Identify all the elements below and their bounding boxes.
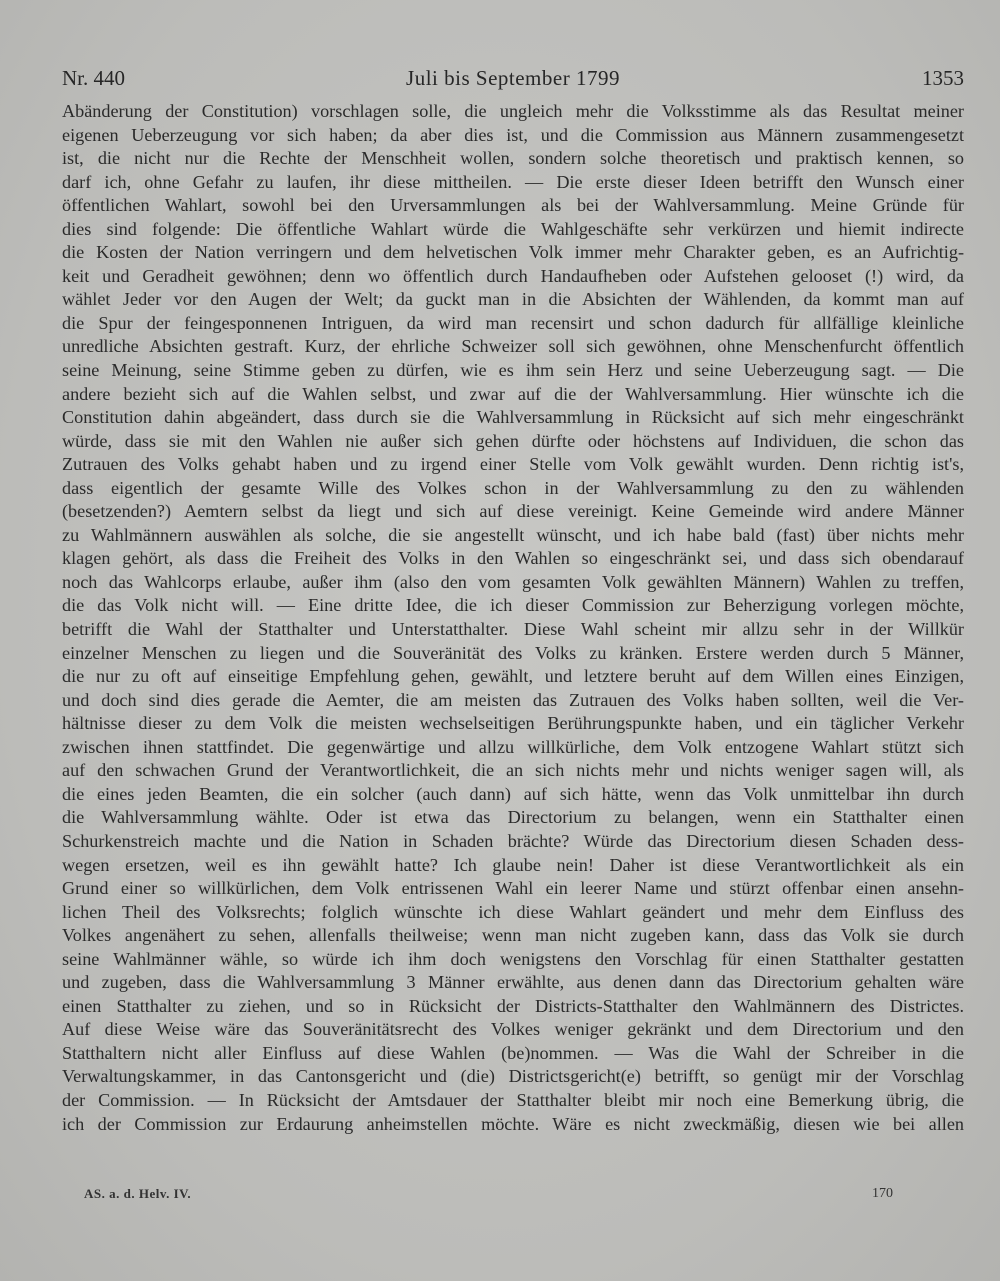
text-line: Constitution dahin abgeändert, dass durch sie die Wahlversammlung in Rücksicht auf sich mehr eingeschränkt bbox=[62, 407, 964, 428]
text-line: Statthaltern nicht aller Einfluss auf diese Wahlen (be)nommen. — Was die Wahl der Schreiber in die bbox=[62, 1042, 964, 1063]
text-line: unredliche Absichten gestraft. Kurz, der ehrliche Schweizer soll sich gewöhnen, ohne Menschenfurcht öffentlich bbox=[62, 336, 964, 357]
text-line: ist, die nicht nur die Rechte der Menschheit wollen, sondern solche theoretisch und praktisch kennen, so bbox=[62, 148, 964, 169]
text-line: zwischen ihnen stattfindet. Die gegenwärtige und allzu willkürliche, dem Volk entzogene Wahlart stützt sich bbox=[62, 736, 964, 757]
text-line: öffentlichen Wahlart, sowohl bei den Urversammlungen als bei der Wahlversammlung. Meine Gründe für bbox=[62, 195, 964, 216]
body-text bbox=[62, 100, 964, 1136]
text-line: die das Volk nicht will. — Eine dritte Idee, die ich dieser Commission zur Beherzigung vorlegen möchte, bbox=[62, 595, 964, 616]
text-line: Schurkenstreich machte und die Nation in Schaden brächte? Würde das Directorium diesen Schaden dess- bbox=[62, 830, 964, 851]
text-line: dies sind folgende: Die öffentliche Wahlart würde die Wahlgeschäfte sehr verkürzen und hiemit indirecte bbox=[62, 218, 964, 239]
text-line: (besetzenden?) Aemtern selbst da liegt und sich auf diese vereinigt. Keine Gemeinde wird andere Männer bbox=[62, 501, 964, 522]
sheet-number: 170 bbox=[872, 1186, 893, 1201]
text-line: die Wahlversammlung wählte. Oder ist etwa das Directorium zu belangen, wenn ein Statthalter einen bbox=[62, 807, 964, 828]
text-line: wegen ersetzen, weil es ihn gewählt hatte? Ich glaube nein! Daher ist diese Verantwortlichkeit als ein bbox=[62, 854, 964, 875]
header-title: Juli bis September 1799 bbox=[406, 66, 620, 90]
text-line: einen Statthalter zu ziehen, und so in Rücksicht der Districts-Statthalter den Wahlmännern des Districtes. bbox=[62, 995, 964, 1016]
text-line: Verwaltungskammer, in das Cantonsgericht und (die) Districtsgericht(e) betrifft, so genügt mir der Vorschlag bbox=[62, 1066, 964, 1087]
text-line: Volkes angenähert zu sehen, allenfalls theilweise; wenn man nicht zugeben kann, dass das Volk sie durch bbox=[62, 925, 964, 946]
text-line: dass eigentlich der gesamte Wille des Volkes schon in der Wahlversammlung zu den zu wählenden bbox=[62, 477, 964, 498]
text-line: klagen gehört, als dass die Freiheit des Volks in den Wahlen so eingeschränkt sei, und dass sich obendarauf bbox=[62, 548, 964, 569]
text-line: auf den schwachen Grund der Verantwortlichkeit, die an sich nichts mehr und nichts weniger sagen will, als bbox=[62, 760, 964, 781]
page-number: 1353 bbox=[922, 66, 964, 90]
text-line: Abänderung der Constitution) vorschlagen solle, die ungleich mehr die Volksstimme als das Resultat meiner bbox=[62, 101, 964, 121]
text-line: würde, dass sie mit den Wahlen nie außer sich gehen dürfte oder höchstens auf Individuen, die schon das bbox=[62, 430, 964, 451]
text-line: wählet Jeder vor den Augen der Welt; da guckt man in die Absichten der Wählenden, da kommt man auf bbox=[62, 289, 964, 310]
text-line: darf ich, ohne Gefahr zu laufen, ihr diese mittheilen. — Die erste dieser Ideen betrifft den Wunsch einer bbox=[62, 171, 964, 192]
text-line: Auf diese Weise wäre das Souveränitätsrecht des Volkes weniger gekränkt und dem Directorium und den bbox=[62, 1019, 964, 1040]
text-line: noch das Wahlcorps erlaube, außer ihm (also den vom gesamten Volk gewählten Männern) Wahlen zu treffen, bbox=[62, 571, 964, 592]
text-line: hältnisse dieser zu dem Volk die meisten wechselseitigen Berührungspunkte haben, und ein täglicher Verkehr bbox=[62, 713, 964, 734]
sheet-signature: AS. a. d. Helv. IV. bbox=[84, 1186, 192, 1201]
text-line: betrifft die Wahl der Statthalter und Unterstatthalter. Diese Wahl scheint mir allzu sehr in der Willkür bbox=[62, 619, 964, 640]
text-line: lichen Theil des Volksrechts; folglich wünschte ich diese Wahlart geändert und mehr dem Einfluss des bbox=[62, 901, 964, 922]
text-line: andere bezieht sich auf die Wahlen selbst, und zwar auf die der Wahlversammlung. Hier wünschte ich die bbox=[62, 383, 964, 404]
text-line: zu Wahlmännern auswählen als solche, die sie angestellt wünscht, und ich habe bald (fast) über nichts mehr bbox=[62, 524, 964, 545]
text-line: ich der Commission zur Erdaurung anheimstellen möchte. Wäre es nicht zweckmäßig, diesen wie bei allen bbox=[62, 1113, 964, 1134]
running-header bbox=[62, 66, 964, 96]
text-line: seine Wahlmänner wähle, so würde ich ihm doch wenigstens den Vorschlag für einen Statthalter gestatten bbox=[62, 948, 964, 969]
text-line: Zutrauen des Volks gehabt haben und zu irgend einer Stelle vom Volk gewählt wurden. Denn richtig ist's, bbox=[62, 454, 964, 475]
page-footer bbox=[84, 1186, 964, 1210]
text-line: eigenen Ueberzeugung vor sich haben; da aber dies ist, und die Commission aus Männern zusammengesetzt bbox=[62, 124, 964, 145]
text-line: einzelner Menschen zu liegen und die Souveränität des Volks zu kränken. Erstere werden durch 5 Männer, bbox=[62, 642, 964, 663]
text-line: die Spur der feingesponnenen Intriguen, da wird man recensirt und schon dadurch für allfällige kleinliche bbox=[62, 312, 964, 333]
text-line: der Commission. — In Rücksicht der Amtsdauer der Statthalter bleibt mir noch eine Bemerkung übrig, die bbox=[62, 1089, 964, 1110]
text-line: und doch sind dies gerade die Aemter, die am meisten das Zutrauen des Volks haben sollten, weil die Ver- bbox=[62, 689, 964, 710]
text-line: die Kosten der Nation verringern und dem helvetischen Volk immer mehr Charakter geben, es an Aufrichtig- bbox=[62, 242, 964, 263]
text-line: und zugeben, dass die Wahlversammlung 3 Männer erwählte, aus denen dann das Directorium gehalten wäre bbox=[62, 972, 964, 993]
text-line: Grund einer so willkürlichen, dem Volk entrissenen Wahl ein leerer Name und stürzt offenbar einen ansehn- bbox=[62, 878, 964, 899]
text-line: die nur zu oft auf einseitige Empfehlung gehen, gewählt, und letztere beruht auf dem Willen eines Einzigen, bbox=[62, 666, 964, 687]
text-line: keit und Geradheit gewöhnen; denn wo öffentlich durch Handaufheben oder Aufstehen gelooset (!) wird, da bbox=[62, 265, 964, 286]
text-line: die eines jeden Beamten, die ein solcher (auch dann) auf sich hätte, wenn das Volk unmittelbar ihn durch bbox=[62, 783, 964, 804]
text-line: seine Meinung, seine Stimme geben zu dürfen, wie es ihm sein Herz und seine Ueberzeugung sagt. — Die bbox=[62, 360, 964, 381]
document-number: Nr. 440 bbox=[62, 66, 125, 90]
